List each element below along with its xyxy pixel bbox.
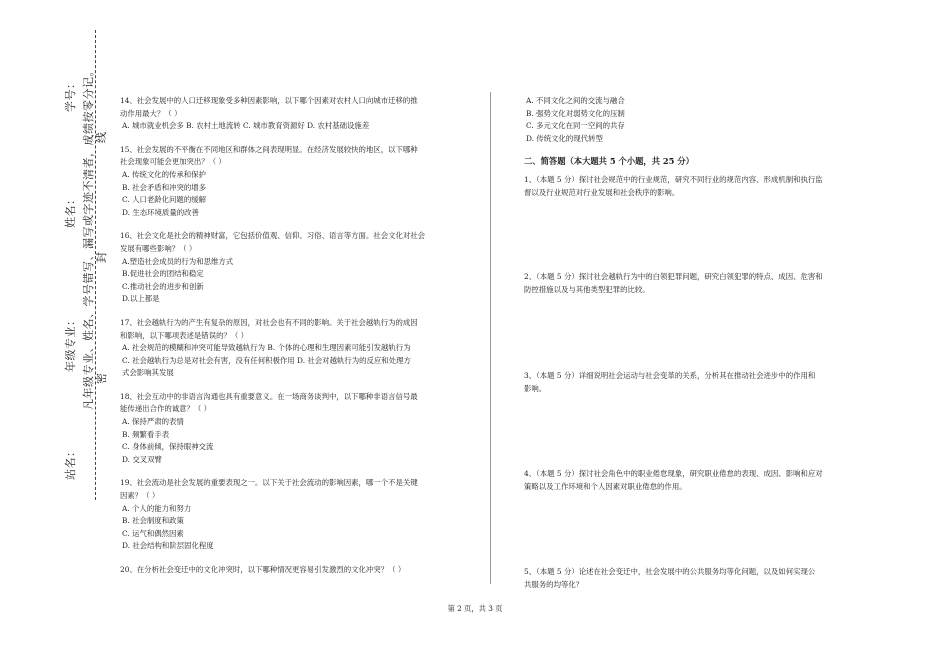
- left-column: [120, 95, 480, 588]
- question-15: [120, 144, 480, 220]
- option-line: A. 城市就业机会多 B. 农村土地流转 C. 城市教育资源好 D. 农村基础设施差: [122, 121, 370, 131]
- question-stem: 20、在分析社会变迁中的文化冲突时，以下哪种情况更容易引发激烈的文化冲突？（ ）: [120, 565, 406, 574]
- short-answer-text: 影响。: [524, 383, 547, 393]
- question-stem: 16、社会文化是社会的精神财富，它包括价值观、信仰、习俗、语言等方面。社会文化对社会: [120, 231, 426, 241]
- option-line: 式会影响其发展: [122, 368, 174, 378]
- option-b: B. 社会矛盾和冲突的增多: [122, 182, 207, 192]
- question-stem: 能传递出合作的诚意？（ ）: [120, 404, 212, 414]
- binding-margin: [0, 0, 110, 672]
- option-a: A.塑造社会成员的行为和思维方式: [122, 256, 234, 266]
- seal-mark-feng: 封: [95, 251, 108, 263]
- question-16: [120, 230, 480, 306]
- option-line: A. 社会规范的模糊和冲突可能导致越轨行为 B. 个体的心理和生理因素可能引发越轨行为: [122, 343, 411, 353]
- question-stem: 15、社会发展的不平衡在不同地区和群体之间表现明显。在经济发展较快的地区，以下哪种: [120, 144, 418, 154]
- short-answer-text: 4、（本题 5 分）探讨社会角色中的职业倦怠现象，研究职业倦怠的表现、成因、影响和应对: [524, 468, 823, 478]
- option-b: B.促进社会的团结和稳定: [122, 269, 204, 279]
- right-column: [524, 95, 869, 591]
- option-a: A. 传统文化的传承和保护: [122, 169, 206, 179]
- site-label: 站名：: [64, 445, 77, 480]
- binding-dashed-line: [95, 30, 96, 500]
- option-line: C. 社会越轨行为总是对社会有害，没有任何积极作用 D. 社会对越轨行为的反应和处理方: [122, 355, 411, 365]
- question-stem: 17、社会越轨行为的产生有复杂的原因，对社会也有不同的影响。关于社会越轨行为的成因: [120, 317, 418, 327]
- option-d: D. 传统文化的现代转型: [526, 133, 603, 143]
- short-answer-text: 3、（本题 5 分）详细说明社会运动与社会变革的关系，分析其在推动社会进步中的作用和: [524, 370, 816, 380]
- question-stem: 18、社会互动中的非语言沟通也具有重要意义。在一场商务谈判中，以下哪种非语言信号最: [120, 391, 418, 401]
- question-stem: 14、社会发展中的人口迁移现象受多种因素影响，以下哪个因素对农村人口向城市迁移的推: [120, 96, 418, 105]
- short-answer-text: 1、（本题 5 分）探讨社会规范中的行业规范，研究不同行业的规范内容、形成机制和执行监: [524, 174, 823, 184]
- short-answer-text: 共服务的均等化？: [524, 579, 584, 589]
- seal-mark-xian: 线: [95, 131, 108, 143]
- column-divider: [490, 92, 491, 584]
- question-19: [120, 477, 480, 553]
- question-20-options: [524, 95, 869, 145]
- seal-mark-mi: 密: [95, 372, 108, 384]
- option-a: A. 个人的能力和努力: [122, 503, 192, 513]
- short-answer-text: 5、（本题 5 分）论述在社会变迁中，社会发展中的公共服务均等化问题，以及如何实现公: [524, 566, 816, 576]
- question-stem: 社会现象可能会更加突出？（ ）: [120, 157, 226, 167]
- short-answer-text: 防控措施以及与其他类型犯罪的比较。: [524, 284, 650, 294]
- section-title: 二、简答题（本大题共 5 个小题，共 25 分）: [524, 156, 694, 167]
- question-stem: 动作用最大？（ ）: [120, 108, 182, 118]
- question-17: [120, 317, 480, 380]
- grade-major-label: 年级专业：: [64, 314, 77, 372]
- option-b: B. 频繁看手表: [122, 429, 170, 439]
- option-d: D.以上都是: [122, 294, 160, 304]
- question-stem: 发展有哪些影响？（ ）: [120, 243, 197, 253]
- option-c: C. 多元文化在同一空间的共存: [526, 121, 625, 131]
- option-c: C. 身体前倾，保持眼神交流: [122, 442, 214, 452]
- short-answer-text: 督以及行业规范对行业发展和社会秩序的影响。: [524, 187, 680, 197]
- student-id-label: 学号：: [64, 77, 77, 112]
- binding-notice: 凡年级专业、姓名、学号错写、漏写或字迹不清者，成绩按零分记。: [82, 65, 95, 410]
- option-c: C. 运气和偶然因素: [122, 528, 184, 538]
- option-b: B. 强势文化对弱势文化的压制: [526, 108, 625, 118]
- option-d: D. 社会结构和阶层固化程度: [122, 541, 214, 551]
- short-answer-text: 策略以及工作环境和个人因素对职业倦怠的作用。: [524, 481, 687, 491]
- question-20: [120, 564, 480, 577]
- short-answer-2: [524, 271, 869, 370]
- option-b: B. 社会制度和政策: [122, 516, 184, 526]
- question-stem: 因素？（ ）: [120, 491, 160, 501]
- short-answer-text: 2、（本题 5 分）探讨社会越轨行为中的白领犯罪问题，研究白领犯罪的特点、成因、危害和: [524, 271, 823, 281]
- option-c: C. 人口老龄化问题的缓解: [122, 195, 206, 205]
- question-stem: 和影响，以下哪项表述是错误的？（ ）: [120, 330, 248, 340]
- short-answer-5: [524, 566, 869, 591]
- short-answer-1: [524, 174, 869, 271]
- option-d: D. 交叉双臂: [122, 454, 162, 464]
- name-label: 姓名：: [64, 193, 77, 228]
- question-18: [120, 391, 480, 467]
- option-a: A. 保持严肃的表情: [122, 417, 184, 427]
- question-stem: 19、社会流动是社会发展的重要表现之一。以下关于社会流动的影响因素，哪一个不是关键: [120, 478, 418, 488]
- option-d: D. 生态环境质量的改善: [122, 207, 199, 217]
- short-answer-3: [524, 370, 869, 468]
- option-a: A. 不同文化之间的交流与融合: [526, 96, 625, 105]
- page-number: 第 2 页，共 3 页: [447, 604, 503, 613]
- short-answer-4: [524, 468, 869, 566]
- option-c: C.推动社会的进步和创新: [122, 281, 204, 291]
- question-14: [120, 95, 480, 133]
